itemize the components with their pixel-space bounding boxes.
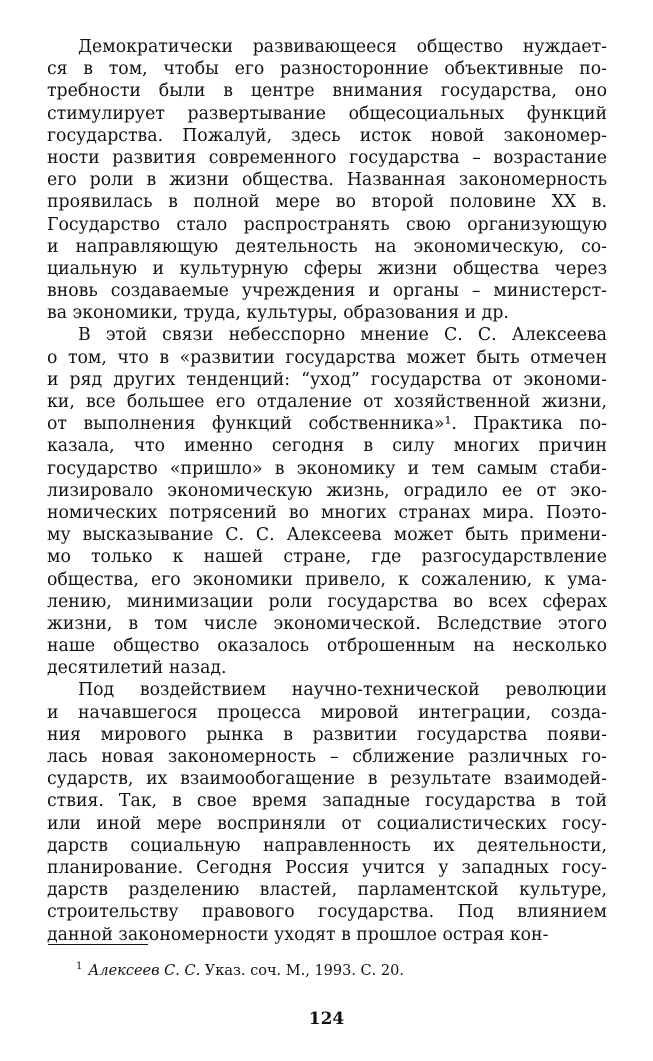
- text-line: лизировало экономическую жизнь, оградило ее от эко-: [47, 480, 607, 501]
- text-line: о том, что в «развитии государства может быть отмечен: [47, 347, 607, 368]
- text-line: проявилась в полной мере во второй половине XX в.: [47, 192, 607, 213]
- text-line: или иной мере восприняли от социалистических госу-: [47, 813, 607, 834]
- text-line: общества, его экономики привело, к сожалению, к ума-: [47, 569, 607, 590]
- text-line: ния мирового рынка в развитии государства появи-: [47, 724, 607, 745]
- text-line: и начавшегося процесса мировой интеграции, созда-: [47, 702, 607, 723]
- text-line: ности развития современного государства – возрастание: [47, 147, 607, 168]
- text-line: строительству правового государства. Под влиянием: [47, 902, 607, 923]
- footnote: [76, 958, 404, 980]
- text-line: государства. Пожалуй, здесь исток новой закономер-: [47, 125, 607, 146]
- text-line: номических потрясений во многих странах мира. Поэто-: [47, 502, 607, 523]
- text-line: мо только к нашей стране, где разгосударствление: [47, 547, 607, 568]
- text-line: данной закономерности уходят в прошлое острая кон-: [47, 924, 549, 945]
- text-line: требности были в центре внимания государства, оно: [47, 81, 607, 102]
- text-line: десятилетий назад.: [47, 658, 227, 679]
- text-line: от выполнения функций собственника»¹. Практика по-: [47, 414, 607, 435]
- text-line: ся в том, чтобы его разносторонние объективные по-: [47, 59, 607, 80]
- text-line: ки, все большее его отдаление от хозяйственной жизни,: [47, 392, 607, 412]
- text-line: Демократически развивающееся общество нуждает-: [78, 37, 607, 57]
- text-line: Под воздействием научно-технической революции: [78, 680, 607, 701]
- text-line: му высказывание С. С. Алексеева может быть примени-: [47, 525, 607, 546]
- footnote-divider: [48, 944, 148, 945]
- text-line: жизни, в том числе экономической. Вследствие этого: [47, 613, 607, 634]
- text-line: Государство стало распространять свою организующую: [47, 214, 607, 235]
- footnote-text: Указ. соч. М., 1993. С. 20.: [204, 962, 404, 979]
- footnote-author: Алексеев С. С.: [88, 962, 201, 979]
- text-line: и ряд других тенденций: “уход” государства от экономи-: [47, 369, 607, 390]
- text-line: и направляющую деятельность на экономическую, со-: [47, 236, 607, 257]
- text-line: В этой связи небесспорно мнение С. С. Алексеева: [78, 325, 607, 346]
- text-line: дарств социальную направленность их деятельности,: [47, 835, 607, 856]
- text-line: ва экономики, труда, культуры, образования и др.: [47, 303, 509, 324]
- text-line: государство «пришло» в экономику и тем самым стаби-: [47, 458, 607, 479]
- paragraph: [47, 36, 607, 324]
- page-number: 124: [308, 1009, 345, 1029]
- text-line: стимулирует развертывание общесоциальных функций: [47, 103, 607, 124]
- text-line: наше общество оказалось отброшенным на несколько: [47, 636, 607, 657]
- text-line: лению, минимизации роли государства во всех сферах: [47, 591, 607, 612]
- text-line: казала, что именно сегодня в силу многих причин: [47, 436, 607, 457]
- text-line: дарств разделению властей, парламентской культуре,: [47, 880, 607, 901]
- text-line: вновь создаваемые учреждения и органы – министерст-: [47, 281, 607, 302]
- paragraph: [47, 324, 607, 679]
- text-line: циальную и культурную сферы жизни общества через: [47, 258, 607, 279]
- body-text: [47, 36, 607, 946]
- footnote-mark: 1: [76, 961, 83, 972]
- text-line: планирование. Сегодня Россия учится у западных госу-: [47, 857, 607, 878]
- text-line: ствия. Так, в свое время западные государства в той: [47, 791, 607, 812]
- text-line: сударств, их взаимообогащение в результате взаимодей-: [47, 769, 607, 790]
- paragraph: [47, 679, 607, 945]
- text-line: лась новая закономерность – сближение различных го-: [47, 747, 607, 767]
- text-line: его роли в жизни общества. Названная закономерность: [47, 170, 607, 191]
